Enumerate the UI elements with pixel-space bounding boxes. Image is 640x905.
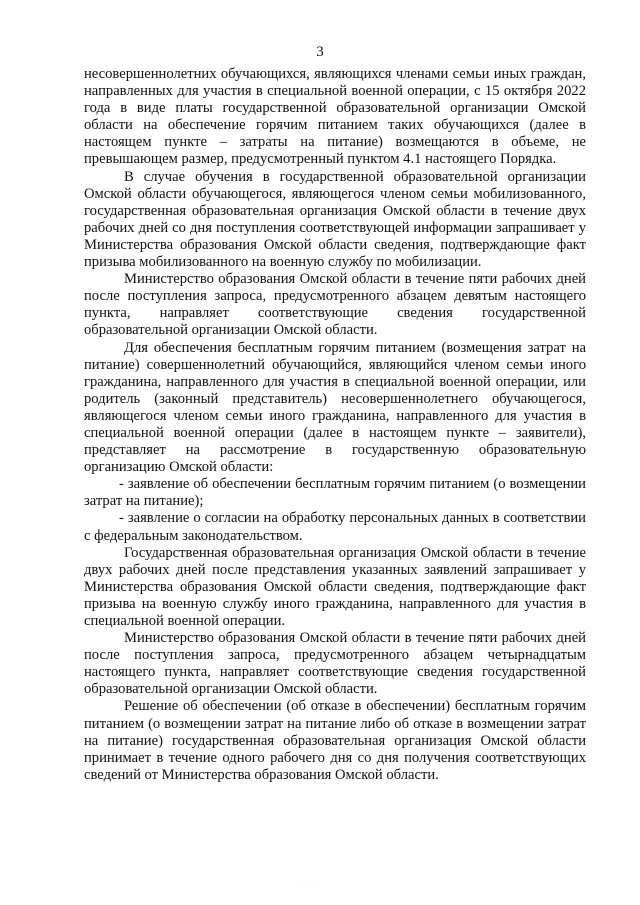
paragraph-ministry-response: Министерство образования Омской области в течение пяти рабочих дней после поступления запроса, предусмотренного абзацем девятым настоящего пункта, направляет соответствующие сведения государственной образовательной организации Омской области.: [84, 271, 586, 339]
paragraph-organization-request: Государственная образовательная организация Омской области в течение двух рабочих дней после представления указанных заявлений запрашивает у Министерства образования Омской области сведения, подтверждающие факт призыва на военную службу иного гражданина, направленного для участия в специальной военной операции.: [84, 544, 586, 629]
scan-footer-mark: · · ·: [300, 883, 321, 891]
paragraph-applicants: Для обеспечения бесплатным горячим питанием (возмещения затрат на питание) совершеннолетний обучающийся, являющийся членом семьи иного гражданина, направленного для участия в специальной военной операции, или родитель (законный представитель) несовершеннолетнего обучающегося, являющегося членом семьи иного гражданина, направленного для участия в специальной военной операции (далее в настоящем пункте – заявители), представляет на рассмотрение в государственную образовательную организацию Омской области:: [84, 339, 586, 476]
paragraph-continuation: несовершеннолетних обучающихся, являющихся членами семьи иных граждан, направленных для участия в специальной военной операции, с 15 октября 2022 года в виде платы государственной образовательной организации Омской области на обеспечение горячим питанием таких обучающихся (далее в настоящем пункте – затраты на питание) возмещаются в объеме, не превышающем размер, предусмотренный пунктом 4.1 настоящего Порядка.: [84, 66, 586, 168]
list-item-data-consent: - заявление о согласии на обработку персональных данных в соответствии с федеральным законодательством.: [84, 510, 586, 544]
paragraph-decision: Решение об обеспечении (об отказе в обеспечении) бесплатным горячим питанием (о возмещении затрат на питание либо об отказе в возмещении затрат на питание) государственная образовательная организация Омской области принимает в течение одного рабочего дня со дня получения соответствующих сведений от Министерства образования Омской области.: [84, 698, 586, 783]
paragraph-mobilized-request: В случае обучения в государственной образовательной организации Омской области обучающегося, являющегося членом семьи мобилизованного, государственная образовательная организация Омской области в течение двух рабочих дней со дня поступления соответствующей информации запрашивает у Министерства образования Омской области сведения, подтверждающие факт призыва мобилизованного на военную службу по мобилизации.: [84, 168, 586, 271]
page-number: 3: [316, 44, 324, 60]
document-body: [84, 66, 586, 784]
paragraph-ministry-response-2: Министерство образования Омской области в течение пяти рабочих дней после поступления запроса, предусмотренного абзацем четырнадцатым настоящего пункта, направляет соответствующие сведения государственной образовательной организации Омской области.: [84, 630, 586, 698]
list-item-meal-application: - заявление об обеспечении бесплатным горячим питанием (о возмещении затрат на питание);: [84, 476, 586, 510]
